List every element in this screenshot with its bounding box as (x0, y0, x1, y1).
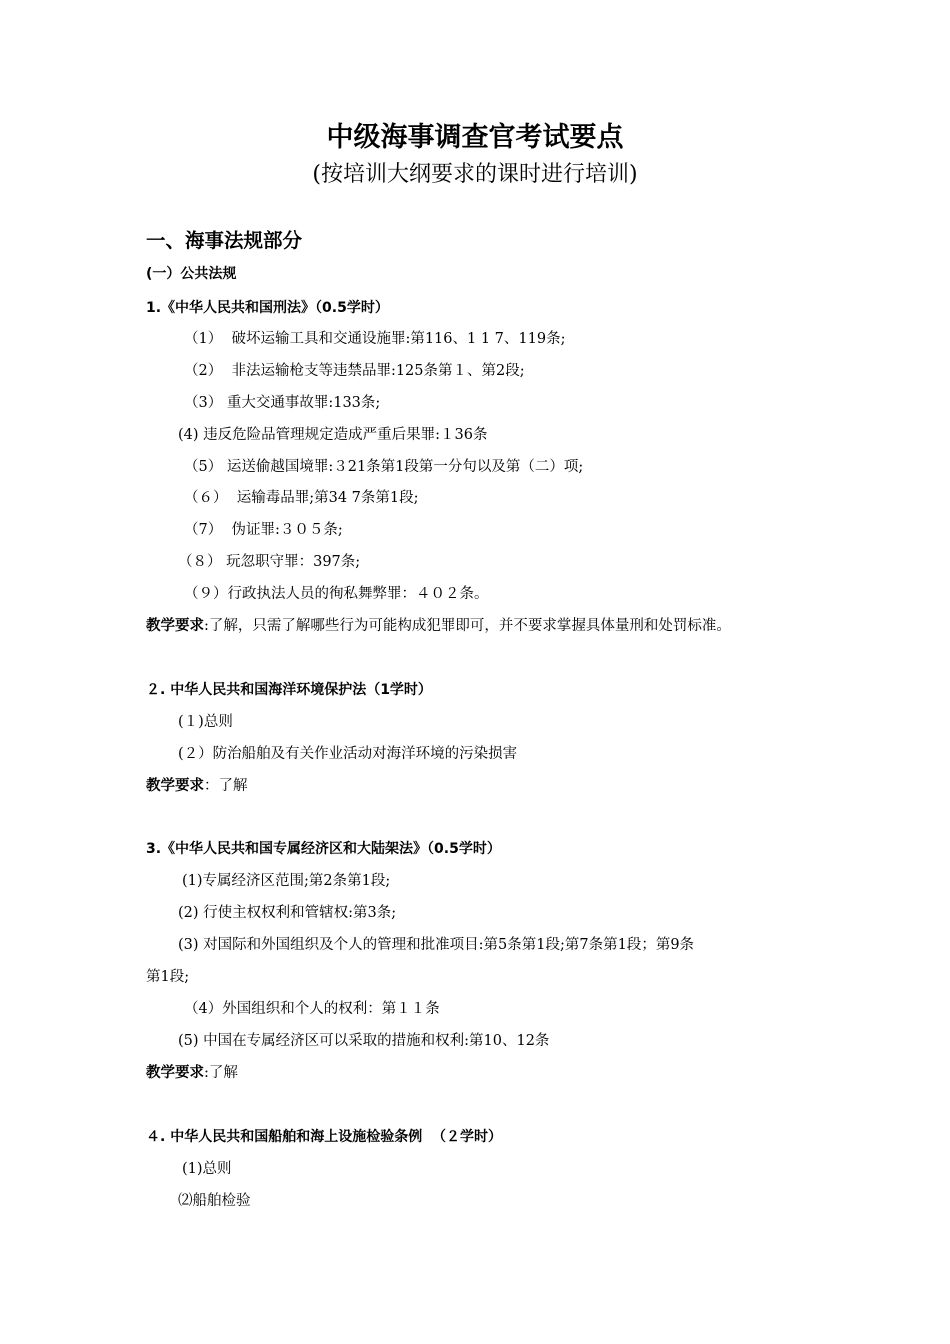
part-heading: 一、海事法规部分 (146, 229, 303, 252)
requirement-label: 教学要求 (146, 778, 204, 794)
list-item: （６） 运输毒品罪;第34 7条第1段; (184, 490, 419, 506)
requirement-text: :了解，只需了解哪些行为可能构成犯罪即可，并不要求掌握具体量刑和处罚标准。 (204, 618, 731, 634)
requirement-label: 教学要求 (146, 1065, 204, 1081)
requirement-text: ：了解 (204, 778, 248, 794)
teaching-requirement (146, 775, 248, 797)
list-item: （2） 非法运输枪支等违禁品罪:125条第１、第2段; (184, 363, 525, 379)
list-item: (3) 对国际和外国组织及个人的管理和批准项目:第5条第1段;第7条第1段；第9条 (178, 937, 695, 953)
list-item: (2) 行使主权权利和管辖权:第3条; (178, 905, 397, 921)
list-item: （９）行政执法人员的徇私舞弊罪：４０２条。 (184, 586, 489, 602)
list-item-continuation: 第1段; (146, 969, 190, 985)
list-item: (２）防治船舶及有关作业活动对海洋环境的污染损害 (178, 746, 518, 762)
section-heading-3: 3.《中华人民共和国专属经济区和大陆架法》（0.5学时） (146, 841, 501, 857)
list-item: （7） 伪证罪:３０５条; (184, 522, 343, 538)
requirement-text: :了解 (204, 1065, 238, 1081)
teaching-requirement (146, 1062, 238, 1084)
section-heading-2: ２. 中华人民共和国海洋环境保护法（1学时） (146, 682, 432, 698)
requirement-label: 教学要求 (146, 618, 204, 634)
list-item: （3） 重大交通事故罪:133条; (184, 395, 381, 411)
document-subtitle: (按培训大纲要求的课时进行培训) (312, 162, 638, 187)
list-item: ⑵船舶检验 (178, 1193, 251, 1209)
section-heading-4: ４. 中华人民共和国船舶和海上设施检验条例 （２学时） (146, 1129, 502, 1145)
list-item: （1） 破坏运输工具和交通设施罪:第116、1 1 7、119条; (184, 331, 566, 347)
list-item: (4) 违反危险品管理规定造成严重后果罪:１36条 (178, 427, 488, 443)
list-item: (1)总则 (182, 1161, 232, 1177)
teaching-requirement (146, 615, 731, 637)
list-item: (1)专属经济区范围;第2条第1段; (182, 873, 391, 889)
list-item: （８） 玩忽职守罪：397条; (178, 554, 361, 570)
sub-heading: (一）公共法规 (146, 266, 237, 282)
section-heading-1: 1.《中华人民共和国刑法》（0.5学时） (146, 300, 389, 316)
list-item: （5） 运送偷越国境罪:３21条第1段第一分句以及第（二）项; (184, 459, 584, 475)
list-item: (１)总则 (178, 714, 233, 730)
list-item: (5) 中国在专属经济区可以采取的措施和权利:第10、12条 (178, 1033, 550, 1049)
list-item: （4）外国组织和个人的权利：第１１条 (184, 1001, 440, 1017)
document-title: 中级海事调查官考试要点 (326, 122, 624, 153)
